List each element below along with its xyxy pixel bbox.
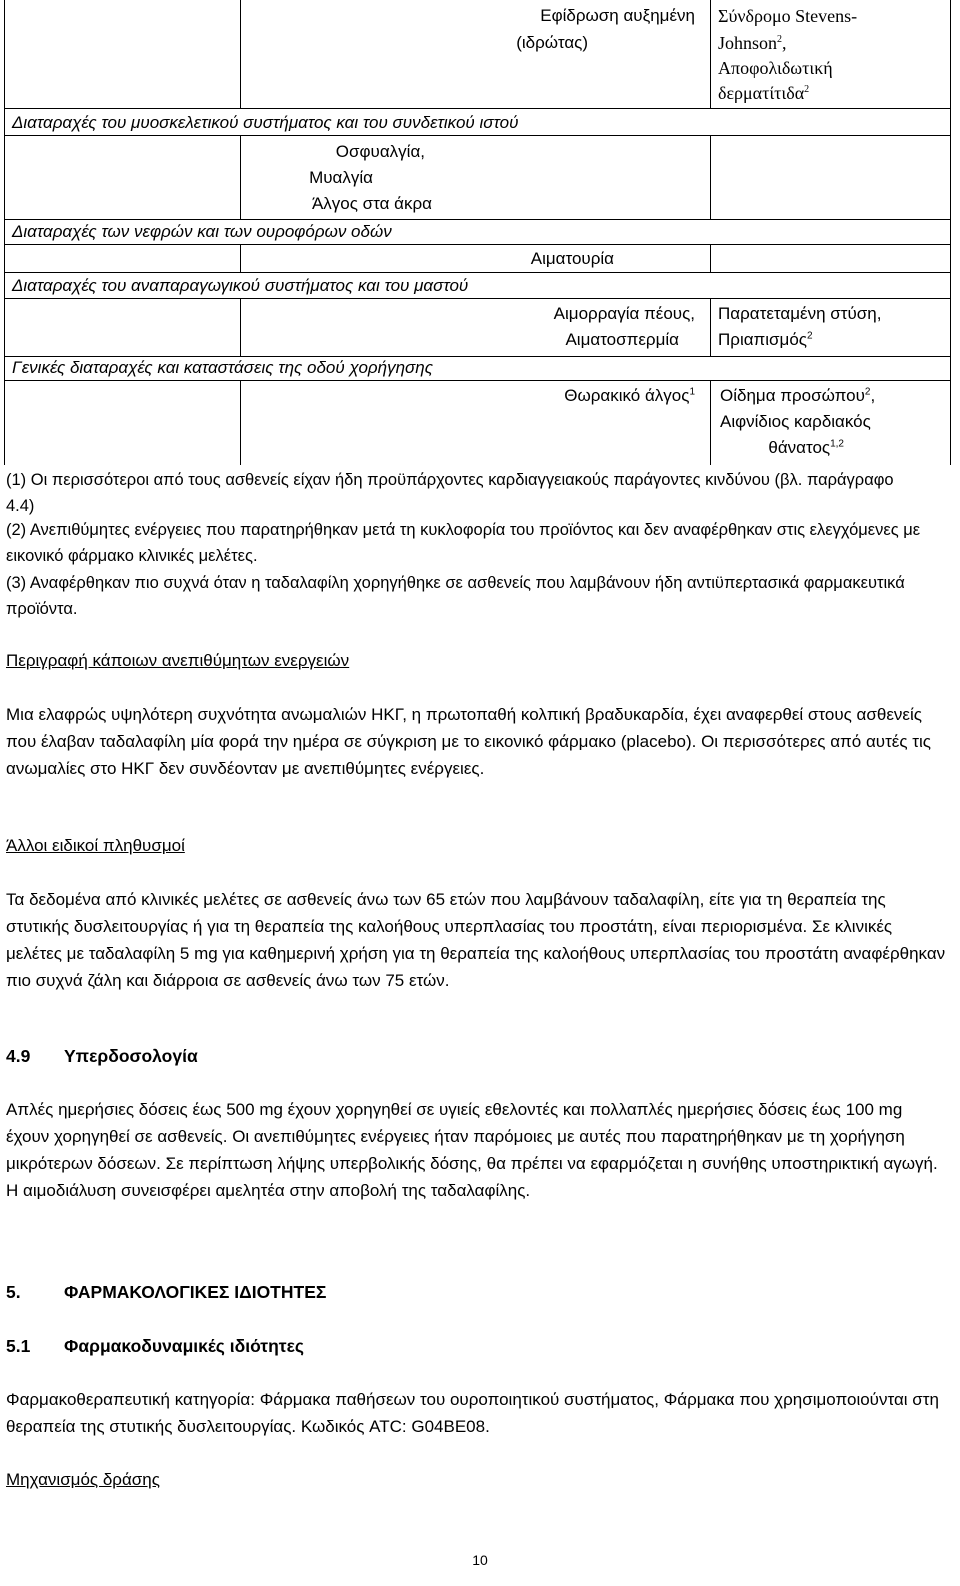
section-4-9-title: Υπερδοσολογία (64, 1046, 198, 1066)
adverse-description-text: Μια ελαφρώς υψηλότερη συχνότητα ανωμαλιών ΗΚΓ, η πρωτοπαθή κολπική βραδυκαρδία, έχει αναφερθεί στους ασθενείς που έλαβαν ταδαλαφίλη μία φορά την ημέρα σε σύγκριση με το εικονικό φάρμακο (placebo). Οι περισσότερες από αυτές τις ανωμαλίες στο ΗΚΓ δεν συνδέονταν με ανεπιθύμητες ενέργειες. (6, 705, 931, 778)
section-5-1-heading (6, 1336, 304, 1357)
cell-prolonged-erection: Παρατεταμένη στύση, (718, 304, 882, 323)
cell-priapism: Πριαπισμός$^2$ (718, 330, 813, 349)
adverse-reactions-table (4, 0, 960, 465)
cell-sjs-line3: Αποφολιδωτική (718, 58, 833, 78)
special-populations-text: Τα δεδομένα από κλινικές μελέτες σε ασθενείς άνω των 65 ετών που λαμβάνουν ταδαλαφίλη, είτε για τη θεραπεία της στυτικής δυσλειτουργίας ή για τη θεραπεία της καλοήθους υπερπλασίας του προστάτη, είναι περιορισμένα. Σε κλινικές μελέτες με ταδαλαφίλη 5 mg για καθημερινή χρήση για τη θεραπεία της καλοήθους υπερπλασίας του προστάτη αναφέρθηκαν πιο συχνά ζάλη και διάρροια σε ασθενείς άνω των 75 ετών. (6, 890, 946, 990)
cell-sjs-line4: δερματίτιδα$^2$ (718, 83, 810, 103)
cell-limb-pain: Άλγος στα άκρα (311, 194, 432, 213)
section-5-title: ΦΑΡΜΑΚΟΛΟΓΙΚΕΣ ΙΔΙΟΤΗΤΕΣ (64, 1282, 327, 1302)
soc-renal: Διαταραχές των νεφρών και των ουροφόρων οδών (12, 222, 392, 241)
overdose-text: Απλές ημερήσιες δόσεις έως 500 mg έχουν χορηγηθεί σε υγιείς εθελοντές και πολλαπλές ημερήσιες δόσεις έως 100 mg έχουν χορηγηθεί σε ασθενείς. Οι ανεπιθύμητες ενέργειες ήταν παρόμοιες με αυτές που παρατηρήθηκαν με τη χορήγηση μικρότερων δόσεων. Σε περίπτωση λήψης υπερβολικής δόσης, θα πρέπει να εφαρμόζεται η συνήθης υποστηρικτική αγωγή. Η αιμοδιάλυση συνεισφέρει αμελητέα στην αποβολή της ταδαλαφίλης. (6, 1100, 938, 1200)
section-5-heading (6, 1282, 326, 1303)
cell-sweating-line1: Εφίδρωση αυξημένη (540, 6, 695, 25)
cell-haematuria: Αιματουρία (530, 249, 614, 268)
section-5-number: 5. (6, 1282, 21, 1302)
cell-sudden-cardiac: Αιφνίδιος καρδιακός (720, 412, 871, 431)
soc-musculoskeletal: Διαταραχές του μυοσκελετικού συστήματος και του συνδετικού ιστού (12, 113, 519, 132)
section-5-1-number: 5.1 (6, 1336, 31, 1356)
cell-penile-haemorrhage: Αιμορραγία πέους, (553, 304, 695, 323)
section-4-9-heading (6, 1046, 198, 1067)
footnote-3: (3) Αναφέρθηκαν πιο συχνά όταν η ταδαλαφίλη χορηγήθηκε σε ασθενείς που λαμβάνουν ήδη αντιϋπερτασικά φαρμακευτικά προϊόντα. (6, 574, 905, 618)
cell-myalgia: Μυαλγία (309, 168, 373, 187)
section-4-9-number: 4.9 (6, 1046, 31, 1066)
adverse-description-heading: Περιγραφή κάποιων ανεπιθύμητων ενεργειών (6, 651, 350, 670)
cell-haematospermia: Αιματοσπερμία (565, 330, 679, 349)
soc-reproductive: Διαταραχές του αναπαραγωγικού συστήματος και του μαστού (12, 276, 469, 295)
mechanism-heading: Μηχανισμός δράσης (6, 1470, 160, 1489)
footnote-1: (1) Οι περισσότεροι από τους ασθενείς είχαν ήδη προϋπάρχοντες καρδιαγγειακούς παράγοντες κινδύνου (βλ. παράγραφο 4.4) (6, 471, 894, 515)
cell-death: θάνατος$^{1,2}$ (768, 438, 844, 457)
soc-general: Γενικές διαταραχές και καταστάσεις της οδού χορήγησης (12, 358, 433, 377)
section-5-1-title: Φαρμακοδυναμικές ιδιότητες (64, 1336, 305, 1356)
cell-face-oedema: Οίδημα προσώπου$^2$, (720, 386, 876, 405)
cell-chest-pain: Θωρακικό άλγος$^1$ (564, 386, 695, 405)
cell-sjs-line1: Σύνδρομο Stevens- (718, 6, 858, 26)
cell-sjs-line2: Johnson$^2$, (718, 33, 787, 53)
page-number: 10 (472, 1552, 488, 1568)
pharmacotherapeutic-text: Φαρμακοθεραπευτική κατηγορία: Φάρμακα παθήσεων του ουροποιητικού συστήματος, Φάρμακα που χρησιμοποιούνται στη θεραπεία της στυτικής δυσλειτουργίας. Κωδικός ATC: G04BE08. (6, 1390, 939, 1436)
footnote-2: (2) Ανεπιθύμητες ενέργειες που παρατηρήθηκαν μετά τη κυκλοφορία του προϊόντος και δεν αναφέρθηκαν στις ελεγχόμενες με εικονικό φάρμακο κλινικές μελέτες. (6, 521, 921, 565)
special-populations-heading: Άλλοι ειδικοί πληθυσμοί (6, 836, 185, 855)
cell-sweating-line2: (ιδρώτας) (516, 33, 588, 52)
cell-back-pain: Οσφυαλγία, (335, 142, 425, 161)
